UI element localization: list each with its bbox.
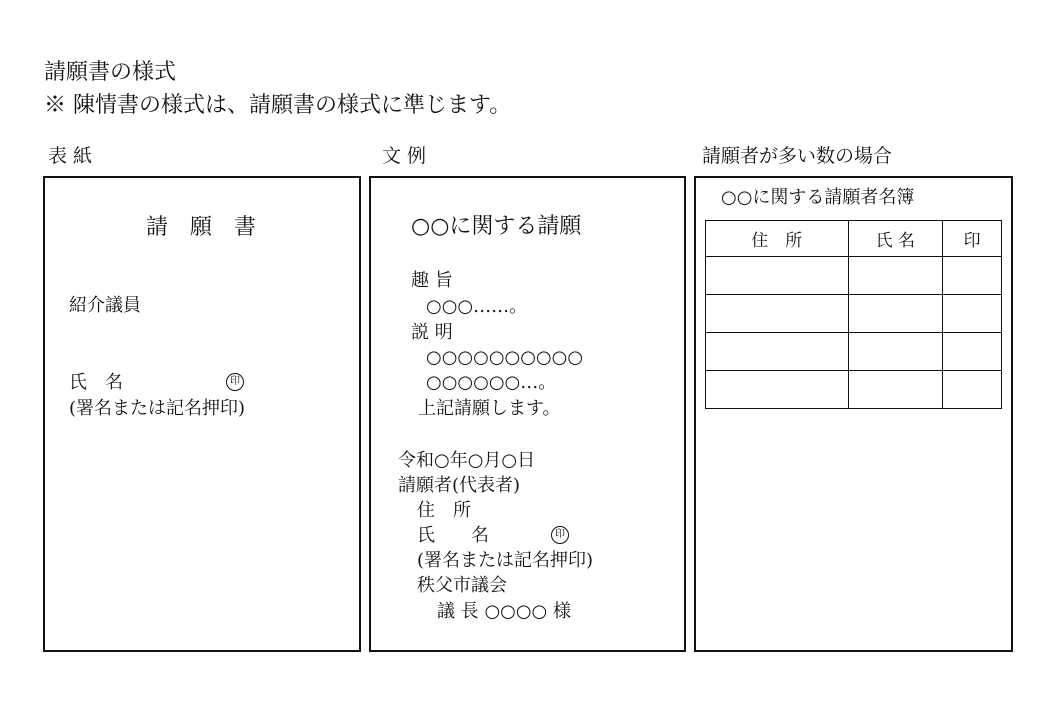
chairman-line: 議 長 ○○○○ 様 xyxy=(437,601,571,622)
roster-cell xyxy=(706,257,849,295)
roster-cell xyxy=(848,333,943,371)
purpose-text: ○○○……。 xyxy=(426,296,528,317)
roster-cell xyxy=(848,371,943,409)
cover-signature-note: (署名または記名押印) xyxy=(69,398,246,419)
page-note: ※ 陳情書の様式は、請願書の様式に準じます。 xyxy=(44,93,512,118)
address-label: 住 所 xyxy=(417,500,471,521)
roster-cell xyxy=(848,257,943,295)
roster-header-address: 住 所 xyxy=(706,221,849,257)
roster-cell xyxy=(706,333,849,371)
petition-date: 令和○年○月○日 xyxy=(398,450,536,471)
petitioner-label: 請願者(代表者) xyxy=(398,475,521,496)
table-row xyxy=(706,371,1002,409)
roster-cell xyxy=(943,257,1002,295)
example-section-label: 文 例 xyxy=(382,145,427,167)
introducer-label: 紹介議員 xyxy=(69,295,141,316)
cover-panel xyxy=(43,176,361,652)
example-panel xyxy=(369,176,686,652)
closing-text: 上記請願します。 xyxy=(418,398,561,419)
roster-cell xyxy=(943,371,1002,409)
roster-header-row xyxy=(706,221,1002,257)
explanation-line-2: ○○○○○○…。 xyxy=(426,372,557,393)
table-row xyxy=(706,257,1002,295)
example-name-label: 氏 名 xyxy=(417,525,489,546)
cover-section-label: 表 紙 xyxy=(48,145,93,167)
roster-header-name: 氏 名 xyxy=(848,221,943,257)
roster-cell xyxy=(706,295,849,333)
roster-cell xyxy=(706,371,849,409)
roster-cell xyxy=(943,333,1002,371)
cover-seal-icon: 印 xyxy=(226,373,244,391)
cover-name-label: 氏 名 xyxy=(69,372,123,393)
explanation-line-1: ○○○○○○○○○○ xyxy=(426,347,584,368)
many-petitioners-section-label: 請願者が多い数の場合 xyxy=(702,145,893,167)
table-row xyxy=(706,295,1002,333)
roster-title: ○○に関する請願者名簿 xyxy=(721,187,915,208)
roster-cell xyxy=(848,295,943,333)
example-signature-note: (署名または記名押印) xyxy=(417,550,594,571)
example-title: ○○に関する請願 xyxy=(411,214,582,239)
council-name: 秩父市議会 xyxy=(417,575,507,596)
cover-title: 請 願 書 xyxy=(146,215,257,240)
roster-table xyxy=(705,220,1002,409)
roster-panel xyxy=(694,176,1013,652)
explanation-label: 説 明 xyxy=(411,322,453,343)
roster-header-seal: 印 xyxy=(943,221,1002,257)
purpose-label: 趣 旨 xyxy=(411,270,453,291)
roster-cell xyxy=(943,295,1002,333)
example-seal-icon: 印 xyxy=(551,526,569,544)
page-title: 請願書の様式 xyxy=(44,60,177,85)
table-row xyxy=(706,333,1002,371)
